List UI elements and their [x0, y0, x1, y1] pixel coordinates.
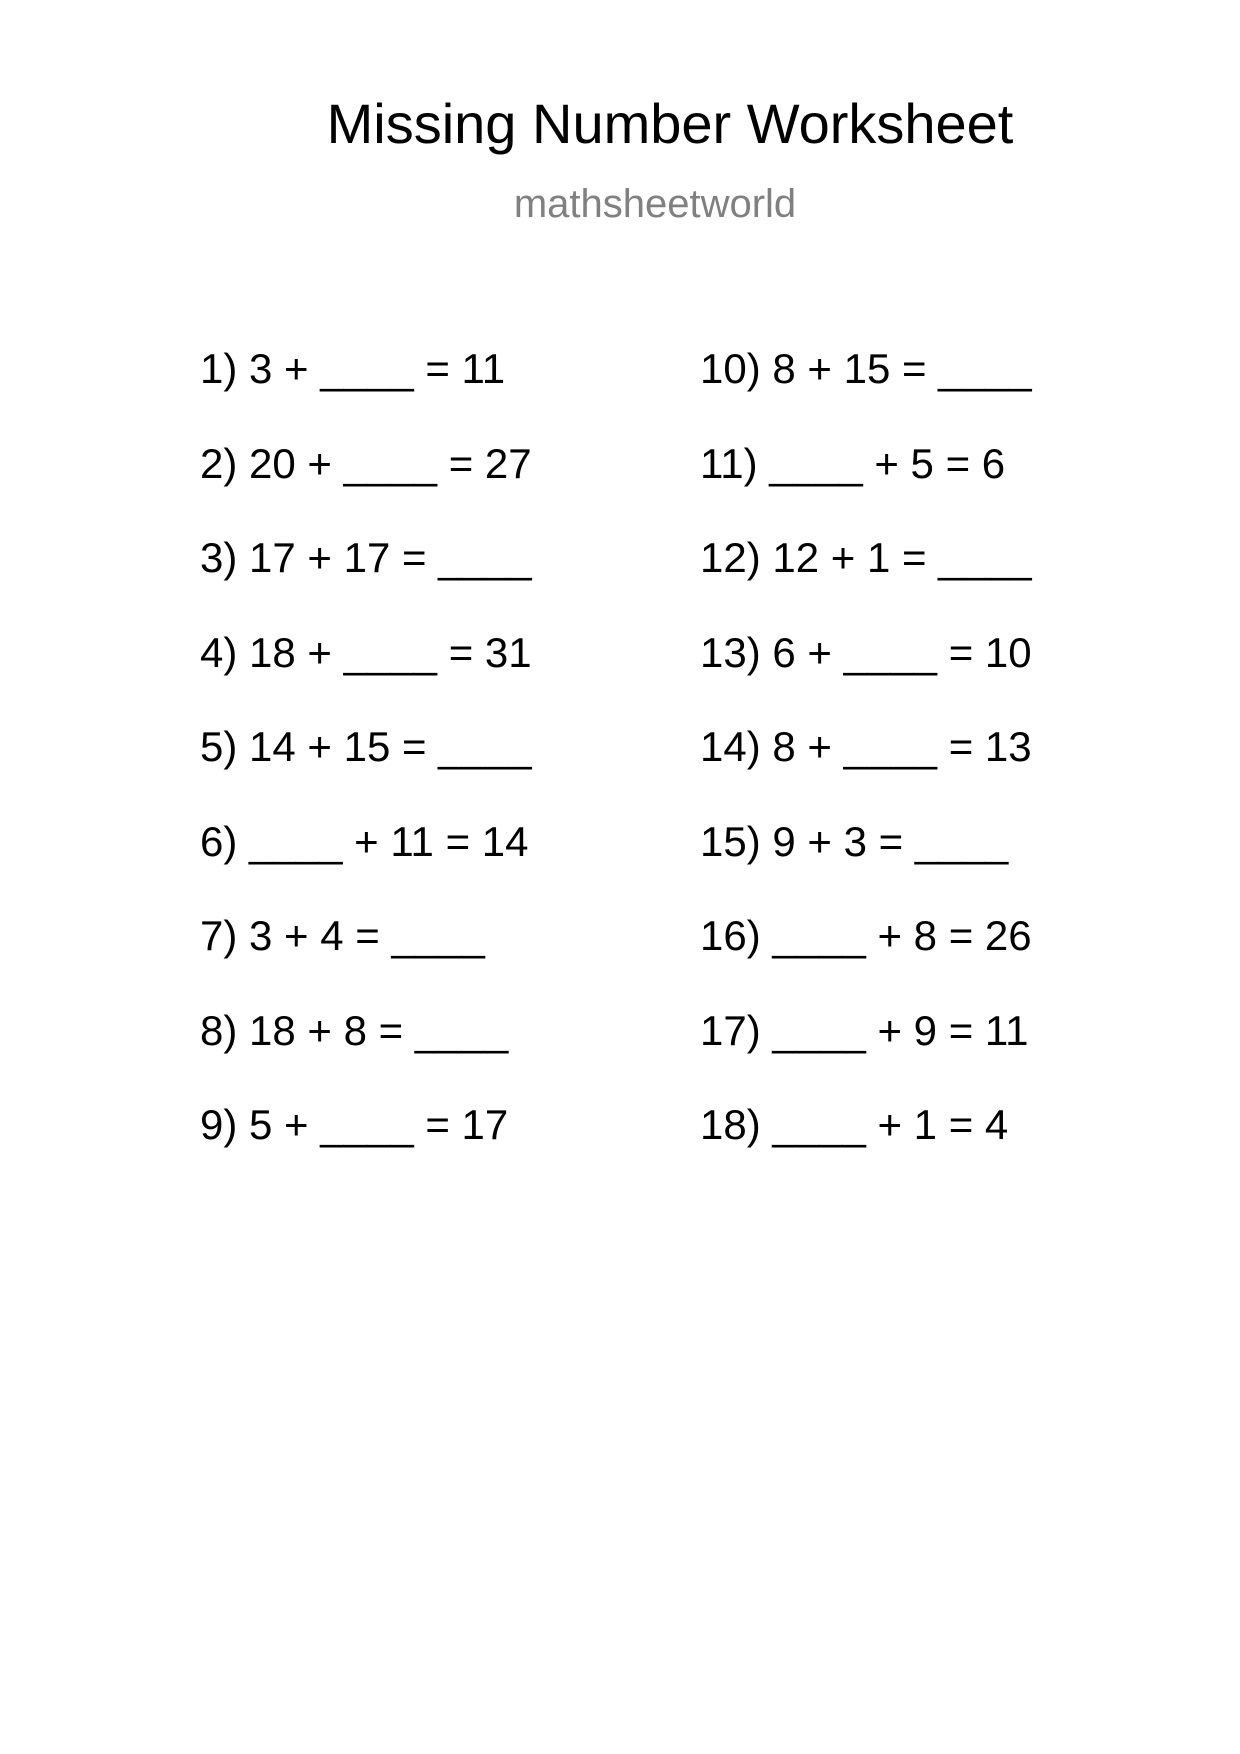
problem-item: 12) 12 + 1 = ____ [700, 534, 1032, 581]
problem-item: 6) ____ + 11 = 14 [200, 817, 529, 865]
problem-item: 17) ____ + 9 = 11 [700, 1006, 1029, 1054]
problem-item: 15) 9 + 3 = ____ [700, 817, 1009, 865]
problem-item: 9) 5 + ____ = 17 [200, 1101, 509, 1148]
page-subtitle: mathsheetworld [513, 182, 797, 226]
problem-column-right [700, 345, 1032, 1196]
problem-item: 16) ____ + 8 = 26 [700, 912, 1032, 959]
page-title: Missing Number Worksheet [326, 92, 1014, 155]
problem-item: 1) 3 + ____ = 11 [200, 345, 506, 392]
problem-item: 18) ____ + 1 = 4 [700, 1101, 1009, 1148]
problem-item: 4) 18 + ____ = 31 [200, 628, 532, 676]
problem-item: 7) 3 + 4 = ____ [200, 912, 485, 959]
problem-item: 14) 8 + ____ = 13 [700, 723, 1032, 770]
problem-column-left [200, 345, 532, 1196]
problem-item: 8) 18 + 8 = ____ [200, 1006, 509, 1054]
problem-item: 10) 8 + 15 = ____ [700, 345, 1032, 392]
problem-item: 2) 20 + ____ = 27 [200, 439, 532, 487]
problem-item: 11) ____ + 5 = 6 [700, 439, 1006, 487]
problem-item: 5) 14 + 15 = ____ [200, 723, 532, 770]
problem-item: 3) 17 + 17 = ____ [200, 534, 532, 581]
problem-item: 13) 6 + ____ = 10 [700, 628, 1032, 676]
